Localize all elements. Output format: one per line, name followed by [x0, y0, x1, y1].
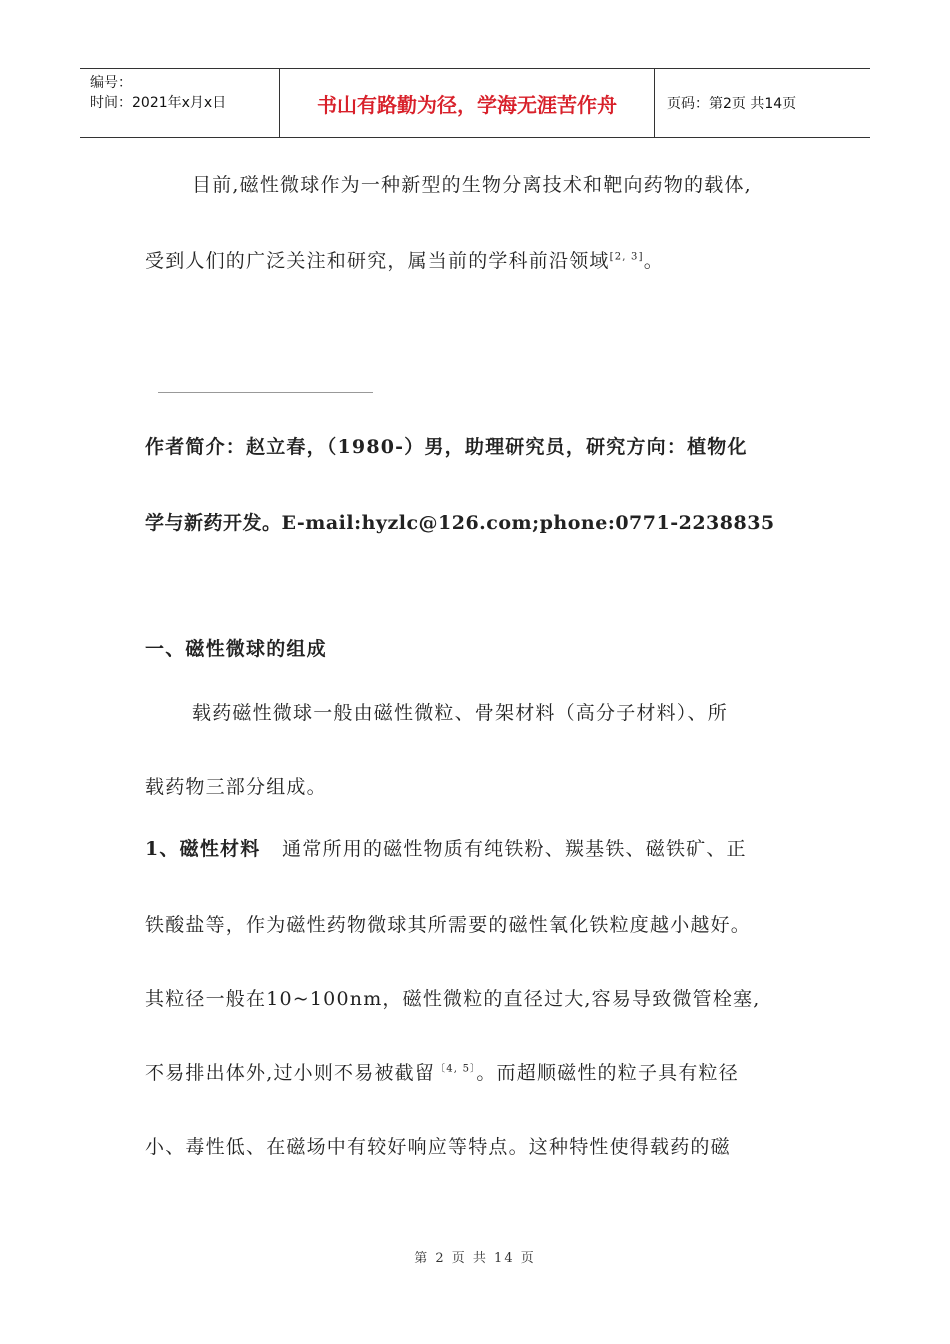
- text: 。: [643, 250, 664, 272]
- header-motto: 书山有路勤为径，学海无涯苦作舟: [280, 69, 655, 137]
- author-bio-line: 学与新药开发。E-mail:hyzlc@126.com;phone:0771-2238835: [145, 512, 775, 534]
- paragraph-line: [145, 246, 825, 273]
- paragraph-line: 小、毒性低、在磁场中有较好响应等特点。这种特性使得载药的磁: [145, 1136, 731, 1158]
- text: 不易排出体外,过小则不易被截留: [145, 1062, 436, 1084]
- footnote-separator: [158, 392, 373, 393]
- header-meta: [80, 69, 280, 137]
- paragraph-line: [145, 1058, 825, 1085]
- citation: 〔4, 5〕: [435, 1063, 477, 1075]
- author-bio-line: 作者简介：赵立春，（1980-）男，助理研究员，研究方向：植物化: [145, 436, 748, 458]
- paragraph-line: [145, 834, 825, 861]
- text: 受到人们的广泛关注和研究，属当前的学科前沿领域: [145, 250, 610, 272]
- header-page-label: 页码：第2页 共14页: [667, 96, 797, 112]
- section-title: 一、磁性微球的组成: [145, 638, 327, 660]
- text: 通常所用的磁性物质有纯铁粉、羰基铁、磁铁矿、正: [282, 838, 747, 860]
- page-header: [80, 68, 870, 138]
- number-label: 编号：: [90, 75, 132, 91]
- paragraph-line: 铁酸盐等，作为磁性药物微球其所需要的磁性氧化铁粒度越小越好。: [145, 914, 752, 936]
- paragraph-line: 目前,磁性微球作为一种新型的生物分离技术和靶向药物的载体,: [192, 174, 752, 196]
- date-label: 时间：2021年x月x日: [90, 95, 227, 111]
- paragraph-line: 载药物三部分组成。: [145, 776, 327, 798]
- paragraph-line: 载药磁性微球一般由磁性微粒、骨架材料（高分子材料）、所: [192, 702, 728, 724]
- page-footer: 第 2 页 共 14 页: [414, 1251, 536, 1266]
- subsection-label: 1、磁性材料: [145, 838, 261, 860]
- citation: [2, 3]: [609, 251, 644, 263]
- paragraph-line: 其粒径一般在10~100nm，磁性微粒的直径过大,容易导致微管栓塞,: [145, 988, 761, 1010]
- text: 。而超顺磁性的粒子具有粒径: [476, 1062, 739, 1084]
